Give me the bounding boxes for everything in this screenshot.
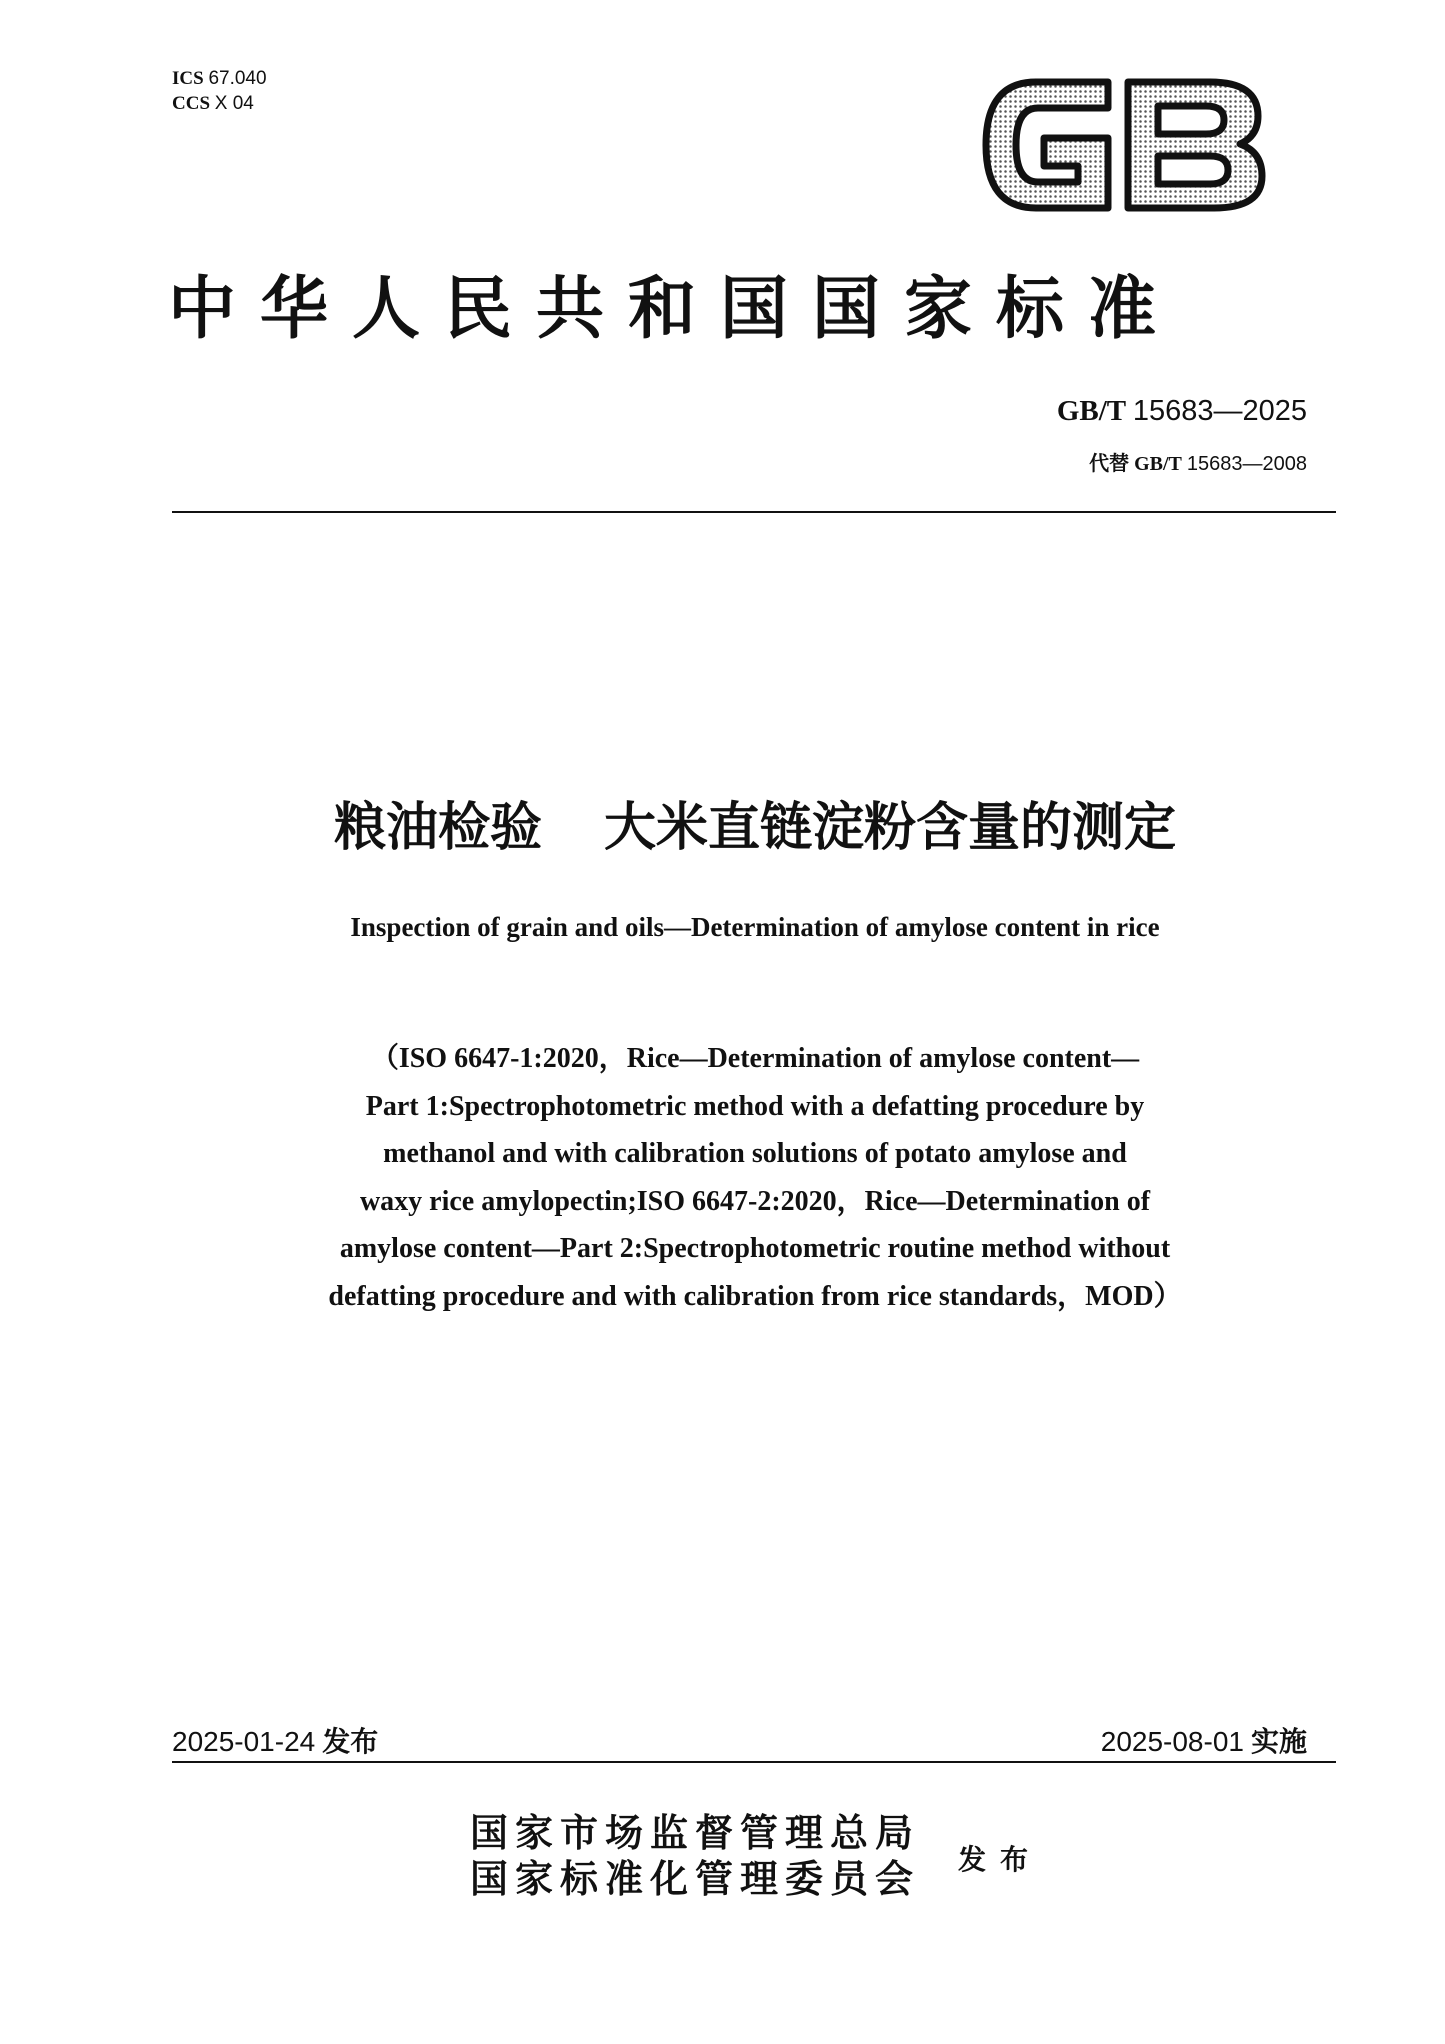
implementation-date-label: 实施 [1250, 1725, 1307, 1758]
ics-value: 67.040 [208, 68, 267, 89]
classification-codes [172, 66, 267, 116]
issue-date-label: 发布 [322, 1725, 379, 1758]
title-zh-part1: 粮油检验 [333, 798, 542, 858]
issuing-bodies [470, 1810, 920, 1902]
title-zh-part2: 大米直链淀粉含量的测定 [604, 798, 1177, 858]
replaces-standard [1089, 447, 1307, 476]
implementation-date [1101, 1720, 1307, 1760]
implementation-date-value: 2025-08-01 [1100, 1726, 1244, 1757]
standard-number-value: 15683—2025 [1132, 395, 1307, 427]
issue-date-value: 2025-01-24 [172, 1726, 316, 1757]
iso-reference-line: methanol and with calibration solutions of potato amylose and [383, 1138, 1127, 1169]
ics-code [172, 66, 267, 91]
replaces-prefix: GB/T [1134, 453, 1182, 475]
iso-reference [0, 1035, 1445, 1320]
issuer-samr: 国家市场监督管理总局 [470, 1810, 921, 1855]
ccs-value: X 04 [214, 93, 254, 114]
iso-reference-line: defatting procedure and with calibration from rice standards，MOD） [328, 1280, 1182, 1312]
publish-label: 发布 [958, 1843, 1043, 1876]
standard-number [1057, 395, 1307, 428]
document-title-en: Inspection of grain and oils—Determination of amylose content in rice [350, 912, 1160, 942]
issuer-sac: 国家标准化管理委员会 [470, 1856, 921, 1901]
ccs-label: CCS [172, 93, 211, 114]
ics-label: ICS [172, 68, 204, 89]
gb-logo [978, 74, 1268, 216]
footer-divider [172, 1761, 1336, 1763]
ccs-code [172, 91, 267, 116]
issue-date [172, 1720, 378, 1760]
iso-reference-line: waxy rice amylopectin;ISO 6647-2:2020，Rice—Determination of [359, 1185, 1151, 1217]
iso-reference-line: amylose content—Part 2:Spectrophotometric routine method without [339, 1233, 1171, 1264]
document-title-zh [0, 785, 1445, 860]
iso-reference-line: Part 1:Spectrophotometric method with a defatting procedure by [365, 1090, 1145, 1122]
standard-prefix: GB/T [1056, 395, 1126, 427]
iso-reference-line: （ISO 6647-1:2020，Rice—Determination of amylose content— [370, 1043, 1140, 1074]
national-standard-title: 中华人民共和国国家标准 [168, 270, 1181, 349]
header-divider [172, 511, 1336, 513]
replaces-label: 代替 [1089, 451, 1130, 475]
replaces-number: 15683—2008 [1186, 453, 1307, 475]
